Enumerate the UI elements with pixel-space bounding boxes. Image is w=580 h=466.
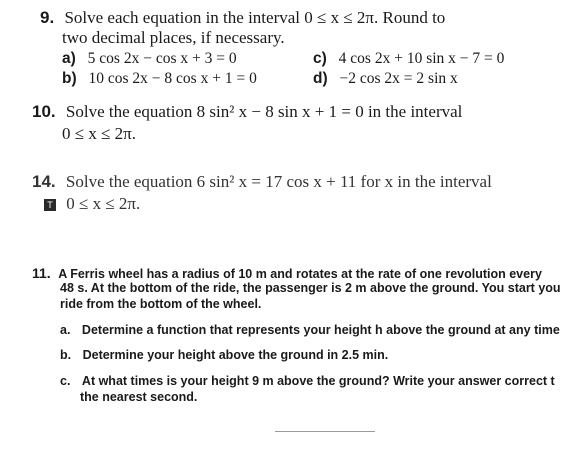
- problem-14-prompt-line2: 0 ≤ x ≤ 2π.: [66, 194, 141, 213]
- problem-14-prompt-line1: Solve the equation 6 sin² x = 17 cos x + 11 for x in the interval: [65, 172, 492, 191]
- problem-10-number: 10.: [32, 102, 56, 121]
- problem-11-part-c-label: c.: [60, 374, 71, 388]
- problem-9-part-a: [62, 50, 237, 68]
- problem-9-part-c: [313, 50, 504, 68]
- technology-badge-icon: T: [44, 199, 56, 211]
- problem-9-number: 9.: [40, 8, 55, 27]
- problem-9-part-b-label: b): [62, 70, 77, 87]
- problem-9-part-d-equation: −2 cos 2x = 2 sin x: [339, 70, 458, 87]
- problem-14-number: 14.: [32, 172, 56, 191]
- problem-9-prompt-line1: Solve each equation in the interval 0 ≤ x ≤ 2π. Round to: [64, 8, 446, 27]
- problem-11-part-c-line1: At what times is your height 9 m above the ground? Write your answer correct t: [81, 374, 555, 388]
- problem-10-prompt-line2: 0 ≤ x ≤ 2π.: [62, 124, 136, 143]
- problem-11-prompt-line1: A Ferris wheel has a radius of 10 m and rotates at the rate of one revolution every: [58, 267, 542, 281]
- problem-11-part-a-text: Determine a function that represents your height h above the ground at any time: [81, 323, 560, 337]
- problem-11-part-b: [60, 348, 388, 362]
- problem-9-prompt-line2: two decimal places, if necessary.: [62, 28, 285, 47]
- answer-underline: [275, 431, 375, 432]
- problem-11-part-c: [60, 374, 555, 388]
- problem-11-prompt-line3: ride from the bottom of the wheel.: [60, 297, 262, 311]
- problem-11-part-a-label: a.: [60, 323, 71, 337]
- problem-11-prompt-line2: 48 s. At the bottom of the ride, the passenger is 2 m above the ground. You start you: [60, 281, 561, 295]
- problem-11-part-b-label: b.: [60, 348, 72, 362]
- problem-9-part-d: [313, 70, 458, 88]
- problem-11-number: 11.: [32, 265, 51, 281]
- problem-9-part-c-label: c): [313, 50, 327, 67]
- problem-9-part-b-equation: 10 cos 2x − 8 cos x + 1 = 0: [88, 70, 257, 87]
- problem-9-part-d-label: d): [313, 70, 328, 87]
- problem-9-part-b: [62, 70, 257, 88]
- problem-9-part-a-equation: 5 cos 2x − cos x + 3 = 0: [87, 50, 237, 67]
- problem-9-part-a-label: a): [62, 50, 76, 67]
- problem-9-part-c-equation: 4 cos 2x + 10 sin x − 7 = 0: [338, 50, 505, 67]
- problem-10-prompt-line1: Solve the equation 8 sin² x − 8 sin x + 1 = 0 in the interval: [65, 102, 463, 121]
- problem-11-part-a: [60, 323, 560, 337]
- problem-11-part-c-line2: the nearest second.: [80, 390, 198, 404]
- problem-11-part-b-text: Determine your height above the ground in 2.5 min.: [82, 348, 389, 362]
